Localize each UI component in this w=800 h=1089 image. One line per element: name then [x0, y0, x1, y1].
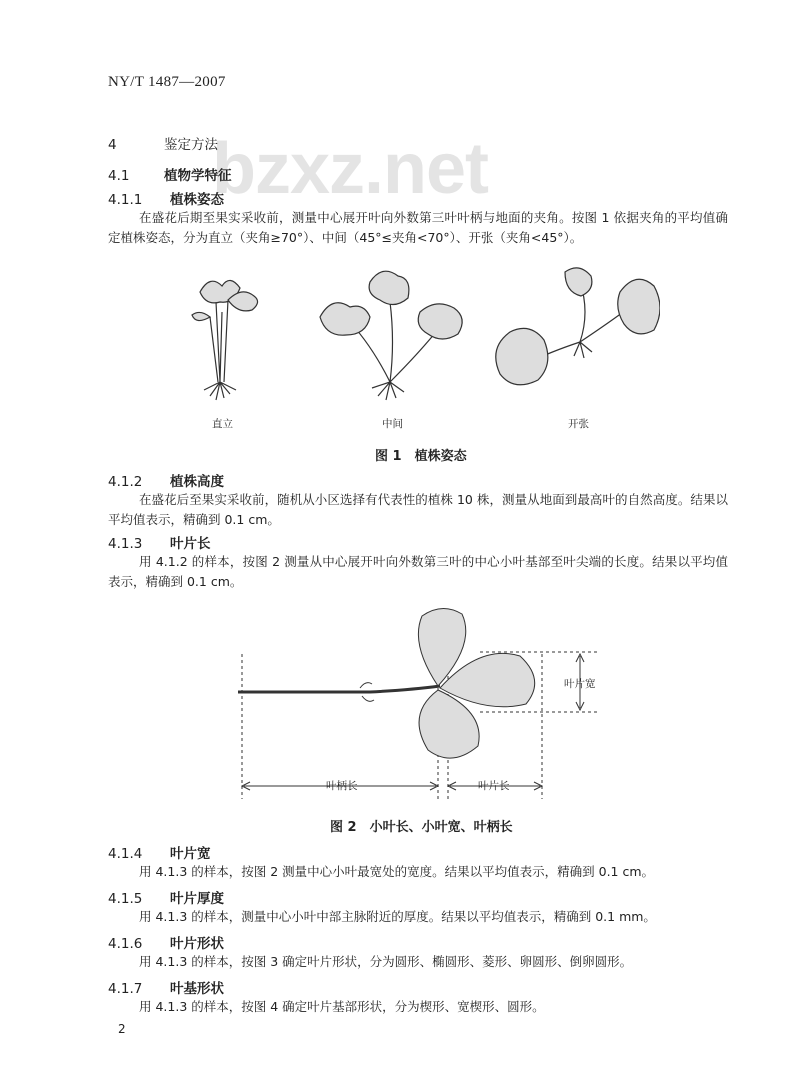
figure-2-label-petiole-length: 叶柄长 [326, 780, 358, 792]
figure-2-label-leaf-length: 叶片长 [478, 780, 510, 792]
paragraph-plant-height: 在盛花后至果实采收前，随机从小区选择有代表性的植株 10 株，测量从地面到最高叶的自然高度。结果以平均值表示，精确到 0.1 cm。 [108, 492, 728, 527]
figure-2-caption: 图 2 小叶长、小叶宽、叶柄长 [330, 820, 513, 835]
section-4-1-heading [108, 164, 232, 184]
paragraph-leaf-base-shape: 用 4.1.3 的样本，按图 4 确定叶片基部形状，分为楔形、宽楔形、圆形。 [139, 999, 545, 1014]
spreading-plant-drawing [496, 268, 660, 385]
standard-code: NY/T 1487—2007 [108, 74, 226, 90]
section-number: 4.1.2 [108, 474, 143, 490]
section-title: 植株高度 [170, 474, 224, 490]
section-number: 4 [108, 137, 117, 153]
section-title: 植株姿态 [170, 192, 224, 208]
section-4-1-4-heading [108, 842, 211, 862]
section-number: 4.1.4 [108, 846, 143, 862]
figure-1-illustration [180, 262, 660, 427]
section-4-1-3-heading [108, 532, 211, 552]
figure-2-illustration [230, 604, 610, 804]
section-number: 4.1.7 [108, 981, 143, 997]
section-number: 4.1.3 [108, 536, 143, 552]
figure-2-label-leaf-width: 叶片宽 [564, 678, 596, 690]
section-4-1-1-heading [108, 188, 224, 208]
section-title: 植物学特征 [164, 168, 232, 184]
section-4-1-7-heading [108, 977, 224, 997]
figure-1-label-upright: 直立 [212, 418, 233, 430]
section-title: 叶基形状 [170, 981, 224, 997]
section-4-1-5-heading [108, 887, 224, 907]
section-number: 4.1 [108, 168, 130, 184]
section-4-1-2-heading [108, 470, 224, 490]
section-title: 鉴定方法 [164, 137, 218, 153]
section-number: 4.1.5 [108, 891, 143, 907]
paragraph-leaf-thickness: 用 4.1.3 的样本，测量中心小叶中部主脉附近的厚度。结果以平均值表示，精确到 0.1 mm。 [139, 909, 656, 924]
figure-1-caption: 图 1 植株姿态 [375, 449, 467, 464]
section-number: 4.1.6 [108, 936, 143, 952]
page-number: 2 [118, 1022, 126, 1036]
section-title: 叶片厚度 [170, 891, 224, 907]
watermark: bzxz.net [212, 129, 489, 209]
paragraph-plant-posture: 在盛花后期至果实采收前，测量中心展开叶向外数第三叶叶柄与地面的夹角。按图 1 依据夹角的平均值确定植株姿态，分为直立（夹角≥70°）、中间（45°≤夹角<70°）、开张（夹角<45°）。 [108, 210, 728, 245]
section-title: 叶片宽 [170, 846, 211, 862]
paragraph-leaf-length: 用 4.1.2 的样本，按图 2 测量从中心展开叶向外数第三叶的中心小叶基部至叶尖端的长度。结果以平均值表示，精确到 0.1 cm。 [108, 554, 728, 589]
figure-1-label-intermediate: 中间 [382, 418, 403, 430]
section-number: 4.1.1 [108, 192, 143, 208]
intermediate-plant-drawing [320, 271, 462, 400]
section-4-1-6-heading [108, 932, 224, 952]
section-4-heading [108, 133, 218, 153]
paragraph-leaf-shape: 用 4.1.3 的样本，按图 3 确定叶片形状，分为圆形、椭圆形、菱形、卵圆形、倒卵圆形。 [139, 954, 633, 969]
upright-plant-drawing [192, 280, 258, 400]
section-title: 叶片形状 [170, 936, 224, 952]
paragraph-leaf-width: 用 4.1.3 的样本，按图 2 测量中心小叶最宽处的宽度。结果以平均值表示，精确到 0.1 cm。 [139, 864, 655, 879]
section-title: 叶片长 [170, 536, 211, 552]
figure-1-label-spreading: 开张 [568, 418, 589, 430]
